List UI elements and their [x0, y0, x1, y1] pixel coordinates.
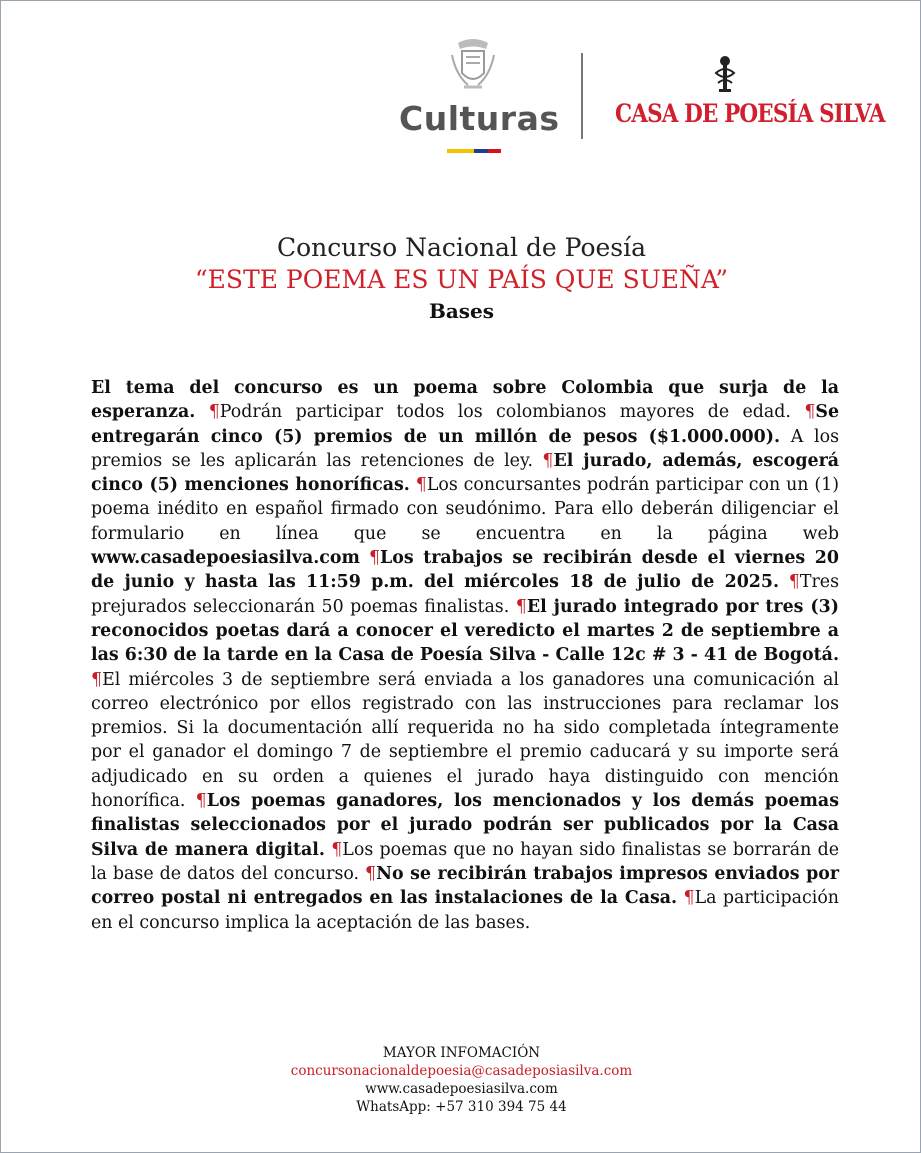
flag-blue [474, 149, 488, 153]
rule-acceptance: La participación en el concurso implica la aceptación de las bases. [91, 888, 839, 933]
rule-notification: El miércoles 3 de septiembre será enviada a los ganadores una comunicación al correo electrónico por ellos registrado con las instrucciones para reclamar los premios. Si la documentación allí requerida no ha sido completada íntegramente por el ganador el domingo 7 de septiembre el premio caducará y su importe será adjudicado en su orden a quienes el jurado haya distinguido con mención honorífica. [91, 669, 839, 812]
rule-eligibility: Podrán participar todos los colombianos mayores de edad. [219, 402, 791, 423]
rule-submission: Los concursantes podrán participar con un (1) poema inédito en español firmado con seudónimo. Para ello deberán diligenciar el formulario en línea que se encuentra en la página web [91, 475, 839, 544]
colombia-coat-of-arms-icon [448, 35, 498, 95]
footer-web-link[interactable]: www.casadepoesiasilva.com [365, 1081, 558, 1097]
contact-footer [1, 1044, 921, 1116]
casa-silva-logo: CASA DE POESÍA SILVA [615, 99, 885, 128]
pilcrow-icon: ¶ [788, 572, 800, 593]
rule-mentions: El jurado, además, escogerá cinco (5) menciones honoríficas. [91, 450, 840, 496]
contest-slogan: “ESTE POEMA ES UN PAÍS QUE SUEÑA” [194, 265, 729, 294]
contest-title: Concurso Nacional de Poesía [276, 233, 647, 262]
rule-dates: Los trabajos se recibirán desde el viernes 20 de junio y hasta las 11:59 p.m. del miércoles 18 de julio de 2025. [91, 548, 839, 593]
pilcrow-icon: ¶ [542, 450, 554, 471]
flag-stripe [447, 149, 501, 153]
pilcrow-icon: ¶ [91, 669, 103, 690]
pilcrow-icon: ¶ [368, 548, 381, 569]
pilcrow-icon: ¶ [804, 402, 816, 423]
rule-deletion: Los poemas que no hayan sido finalistas se borrarán de la base de datos del concurso. [91, 839, 840, 884]
flag-yellow [447, 149, 474, 153]
pilcrow-icon: ¶ [365, 863, 377, 884]
rule-no-print: No se recibirán trabajos impresos enviados por correo postal ni entregados en las instalaciones de la Casa. [91, 863, 839, 909]
rule-theme: El tema del concurso es un poema sobre Colombia que surja de la esperanza. [91, 378, 839, 423]
pilcrow-icon: ¶ [683, 888, 695, 909]
logo-divider [581, 53, 583, 139]
pilcrow-icon: ¶ [331, 839, 343, 860]
footer-heading: MAYOR INFOMACIÓN [382, 1045, 541, 1061]
rule-prejury: Tres prejurados seleccionarán 50 poemas finalistas. [91, 572, 840, 617]
pilcrow-icon: ¶ [515, 596, 527, 617]
rule-retentions: A los premios se les aplicarán las retenciones de ley. [91, 426, 839, 471]
footer-whatsapp: WhatsApp: +57 310 394 75 44 [356, 1099, 567, 1115]
silva-emblem-icon [713, 55, 737, 93]
pilcrow-icon: ¶ [415, 475, 427, 496]
culturas-logo: Culturas [399, 99, 560, 138]
flag-red [488, 149, 501, 153]
rule-jury: El jurado integrado por tres (3) reconocidos poetas dará a conocer el veredicto el martes 2 de septiembre a las 6:30 de la tarde en la Casa de Poesía Silva - Calle 12c # 3 - 41 de Bogotá. [91, 596, 839, 666]
rule-publication: Los poemas ganadores, los mencionados y los demás poemas finalistas seleccionados por el jurado podrán ser publicados por la Casa Silva de manera digital. [91, 791, 839, 860]
footer-email-link[interactable]: concursonacionaldepoesia@casadeposiasilva.com [290, 1063, 633, 1079]
pilcrow-icon: ¶ [195, 791, 207, 812]
bases-heading: Bases [428, 299, 495, 323]
website-link[interactable]: www.casadepoesiasilva.com [91, 548, 360, 569]
rules-paragraph [91, 376, 839, 935]
rule-prizes: Se entregarán cinco (5) premios de un millón de pesos ($1.000.000). [91, 402, 840, 447]
pilcrow-icon: ¶ [208, 402, 220, 423]
